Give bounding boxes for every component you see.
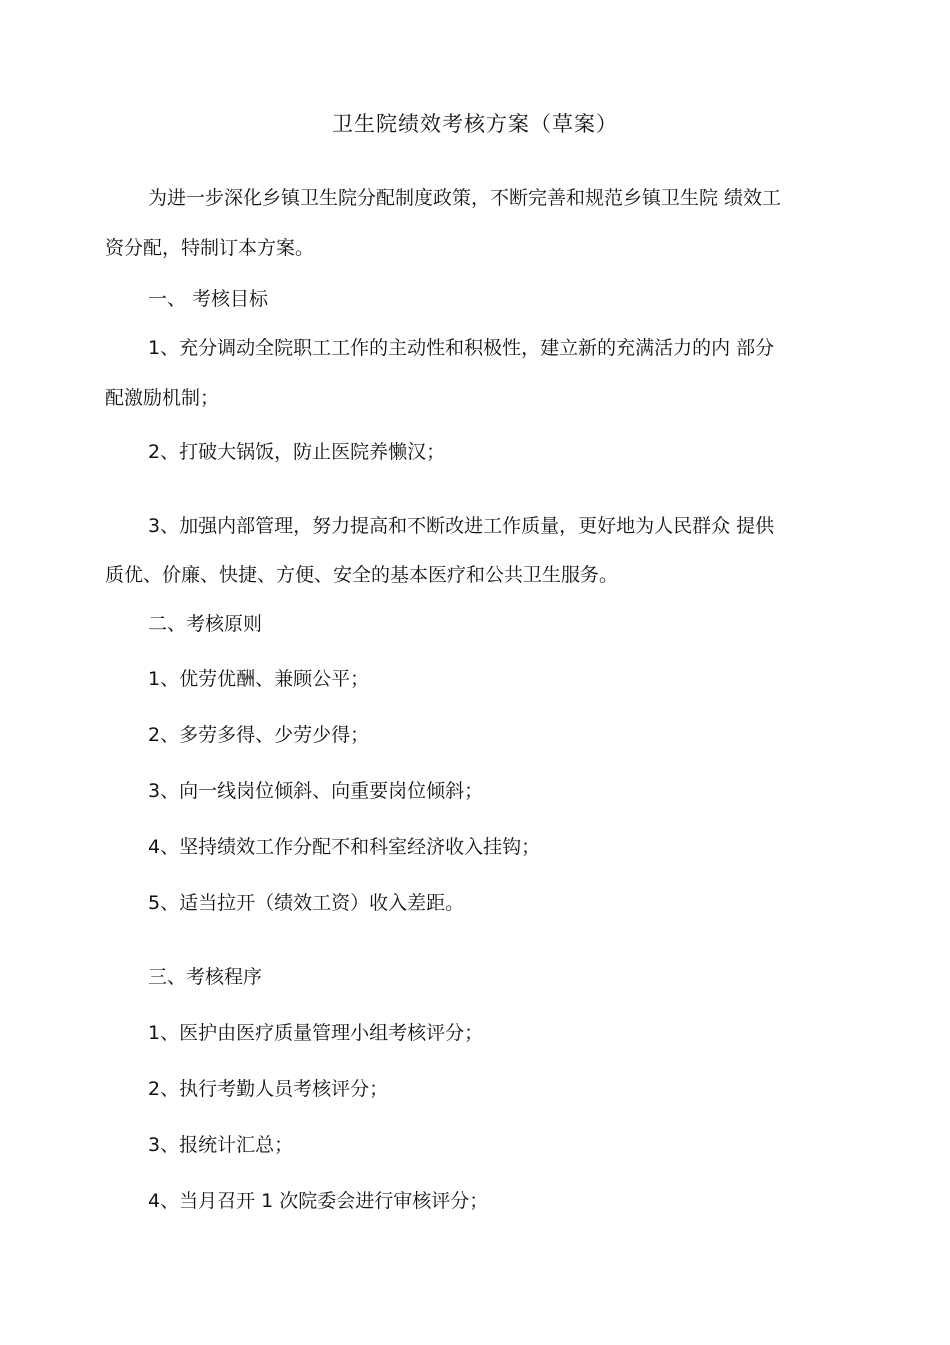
section2-item: 4、坚持绩效工作分配不和科室经济收入挂钩； <box>148 836 541 858</box>
section3-heading: 三、考核程序 <box>148 966 263 988</box>
section3-item: 4、当月召开 1 次院委会进行审核评分； <box>148 1190 489 1212</box>
intro-line-2: 资分配，特制订本方案。 <box>105 237 315 259</box>
section1-item3-line1: 3、加强内部管理，努力提高和不断改进工作质量，更好地为人民群众 提供 <box>148 515 775 537</box>
section2-heading: 二、考核原则 <box>148 613 263 635</box>
section2-item: 3、向一线岗位倾斜、向重要岗位倾斜； <box>148 780 484 802</box>
section3-item: 1、医护由医疗质量管理小组考核评分； <box>148 1022 484 1044</box>
section3-item: 3、报统计汇总； <box>148 1134 294 1156</box>
section1-item3-line2: 质优、价廉、快捷、方便、安全的基本医疗和公共卫生服务。 <box>105 564 619 586</box>
section1-item1-line1: 1、充分调动全院职工工作的主动性和积极性，建立新的充满活力的内 部分 <box>148 337 775 359</box>
section1-item2: 2、打破大锅饭，防止医院养懒汉； <box>148 441 446 463</box>
section2-item: 5、适当拉开（绩效工资）收入差距。 <box>148 892 465 914</box>
document-title: 卫生院绩效考核方案（草案） <box>332 112 618 136</box>
section1-heading: 一、 考核目标 <box>148 288 269 310</box>
section3-item: 2、执行考勤人员考核评分； <box>148 1078 389 1100</box>
section2-item: 1、优劳优酬、兼顾公平； <box>148 668 370 690</box>
section2-item: 2、多劳多得、少劳少得； <box>148 724 370 746</box>
intro-line-1: 为进一步深化乡镇卫生院分配制度政策，不断完善和规范乡镇卫生院 绩效工 <box>148 187 782 209</box>
section1-item1-line2: 配激励机制； <box>105 387 220 409</box>
